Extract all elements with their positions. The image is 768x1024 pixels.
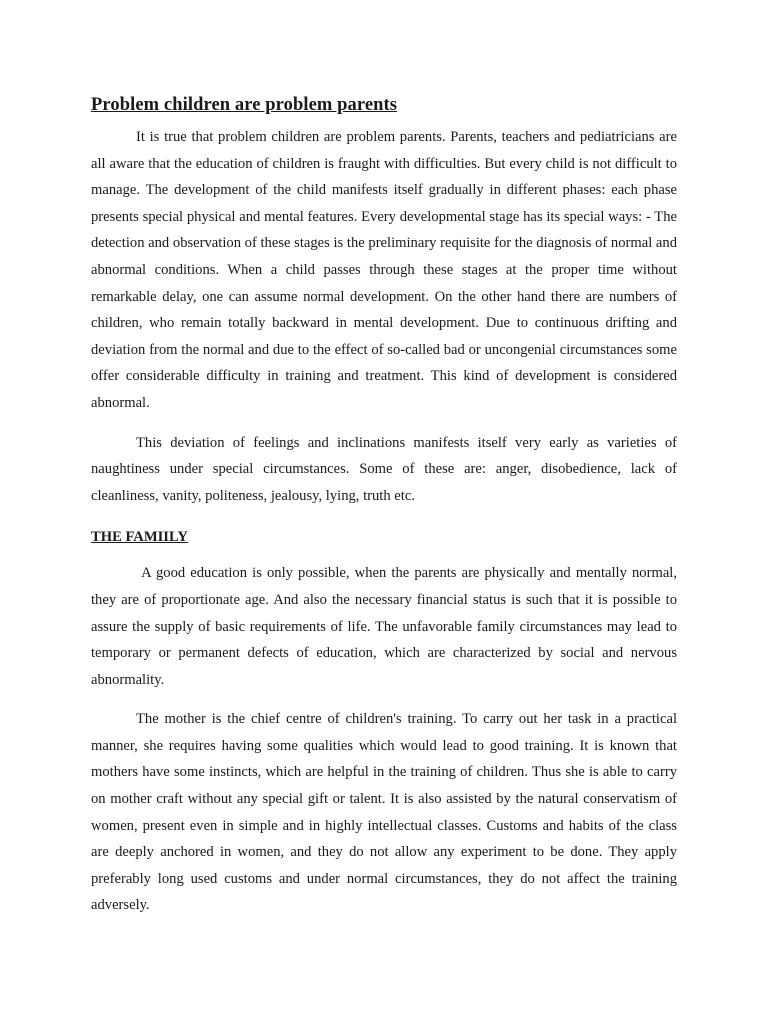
document-page [91,92,681,919]
document-title: Problem children are problem parents [91,95,398,115]
paragraph-family-1: A good education is only possible, when the parents are physically and mentally normal, they are of proportionate age. And also the necessary financial status is such that it is possible to assure the supply of basic requirements of life. The unfavorable family circumstances may lead to temporary or permanent defects of education, which are characterized by social and nervous abnormality. [91,565,681,688]
paragraph-family-2: The mother is the chief centre of children's training. To carry out her task in a practical manner, she requires having some qualities which would lead to good training. It is known that mothers have some instincts, which are helpful in the training of children. Thus she is able to carry on mother craft without any special gift or talent. It is also assisted by the natural conservatism of women, present even in simple and in highly intellectual classes. Customs and habits of the class are deeply anchored in women, and they do not allow any experiment to be done. They apply preferably long used customs and under normal circumstances, they do not affect the training adversely. [91,711,677,914]
section-heading-family: THE FAMIILY [91,529,188,546]
paragraph-intro-1: It is true that problem children are problem parents. Parents, teachers and pediatricians are all aware that the education of children is fraught with difficulties. But every child is not difficult to manage. The development of the child manifests itself gradually in different phases: each phase presents special physical and mental features. Every developmental stage has its special ways: - The detection and observation of these stages is the preliminary requisite for the diagnosis of normal and abnormal conditions. When a child passes through these stages at the proper time without remarkable delay, one can assume normal development. On the other hand there are numbers of children, who remain totally backward in mental development. Due to continuous drifting and deviation from the normal and due to the effect of so-called bad or uncongenial circumstances some offer considerable difficulty in training and treatment. This kind of development is considered abnormal. [91,129,677,411]
paragraph-intro-2: This deviation of feelings and inclinations manifests itself very early as varieties of naughtiness under special circumstances. Some of these are: anger, disobedience, lack of cleanliness, vanity, politeness, jealousy, lying, truth etc. [91,434,677,504]
